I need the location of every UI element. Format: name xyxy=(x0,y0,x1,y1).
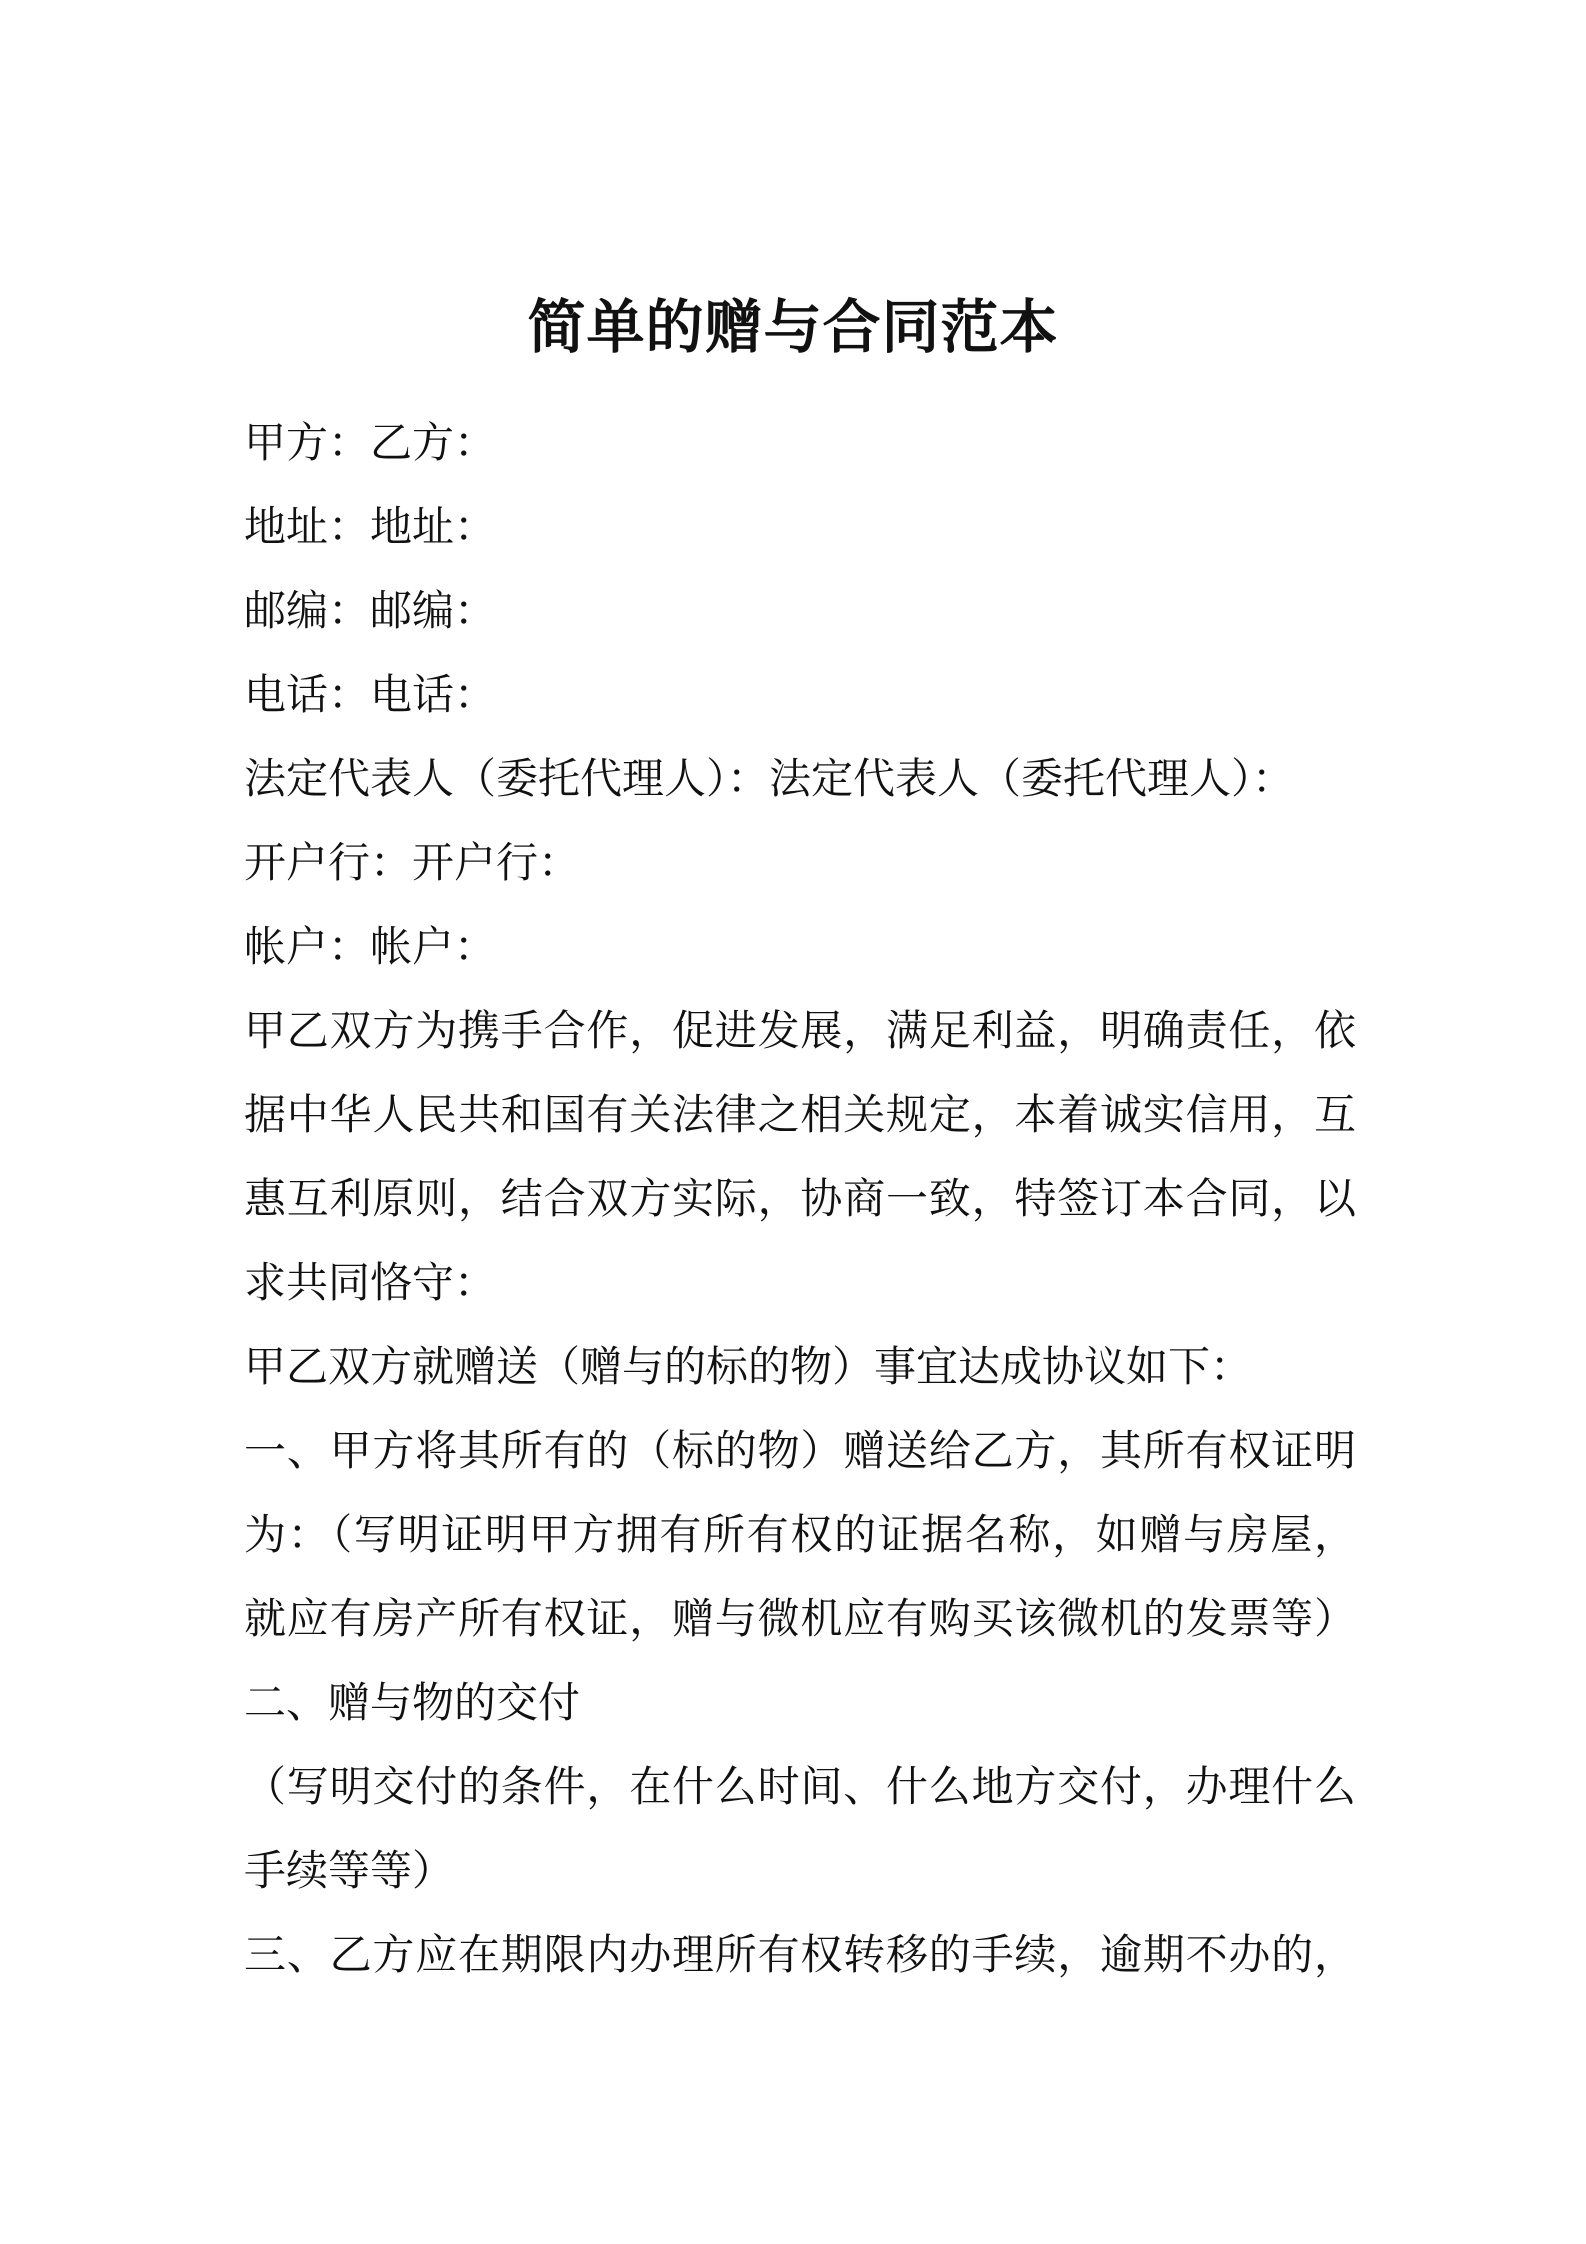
bank-line: 开户行：开户行： xyxy=(244,838,581,887)
preamble-line: 惠互利原则，结合双方实际，协商一致，特签订本合同，以 xyxy=(244,1174,1356,1223)
party-line: 甲方：乙方： xyxy=(244,418,497,467)
preamble-line: 据中华人民共和国有关法律之相关规定，本着诚实信用，互 xyxy=(244,1090,1356,1139)
clause-2-line: （写明交付的条件，在什么时间、什么地方交付，办理什么 xyxy=(244,1762,1356,1811)
clause-1-line: 为：（写明证明甲方拥有所有权的证据名称，如赠与房屋， xyxy=(244,1510,1356,1559)
preamble-line: 甲乙双方为携手合作，促进发展，满足利益，明确责任，依 xyxy=(244,1006,1356,1055)
document-title: 简单的赠与合同范本 xyxy=(527,292,1059,361)
clause-1-line: 一、甲方将其所有的（标的物）赠送给乙方，其所有权证明 xyxy=(244,1426,1356,1475)
address-line: 地址：地址： xyxy=(244,502,497,551)
phone-line: 电话：电话： xyxy=(244,670,497,719)
clause-3-line: 三、乙方应在期限内办理所有权转移的手续，逾期不办的， xyxy=(244,1930,1356,1979)
document-body xyxy=(244,401,1356,1997)
agreement-intro-line: 甲乙双方就赠送（赠与的标的物）事宜达成协议如下： xyxy=(244,1342,1253,1391)
postcode-line: 邮编：邮编： xyxy=(244,586,497,635)
account-line: 帐户：帐户： xyxy=(244,922,497,971)
clause-2-heading: 二、赠与物的交付 xyxy=(244,1678,581,1727)
preamble-line: 求共同恪守： xyxy=(244,1258,497,1307)
clause-1-line: 就应有房产所有权证，赠与微机应有购买该微机的发票等） xyxy=(244,1594,1356,1643)
clause-2-line: 手续等等） xyxy=(244,1846,455,1895)
legal-representative-line: 法定代表人（委托代理人）：法定代表人（委托代理人）： xyxy=(244,754,1295,803)
